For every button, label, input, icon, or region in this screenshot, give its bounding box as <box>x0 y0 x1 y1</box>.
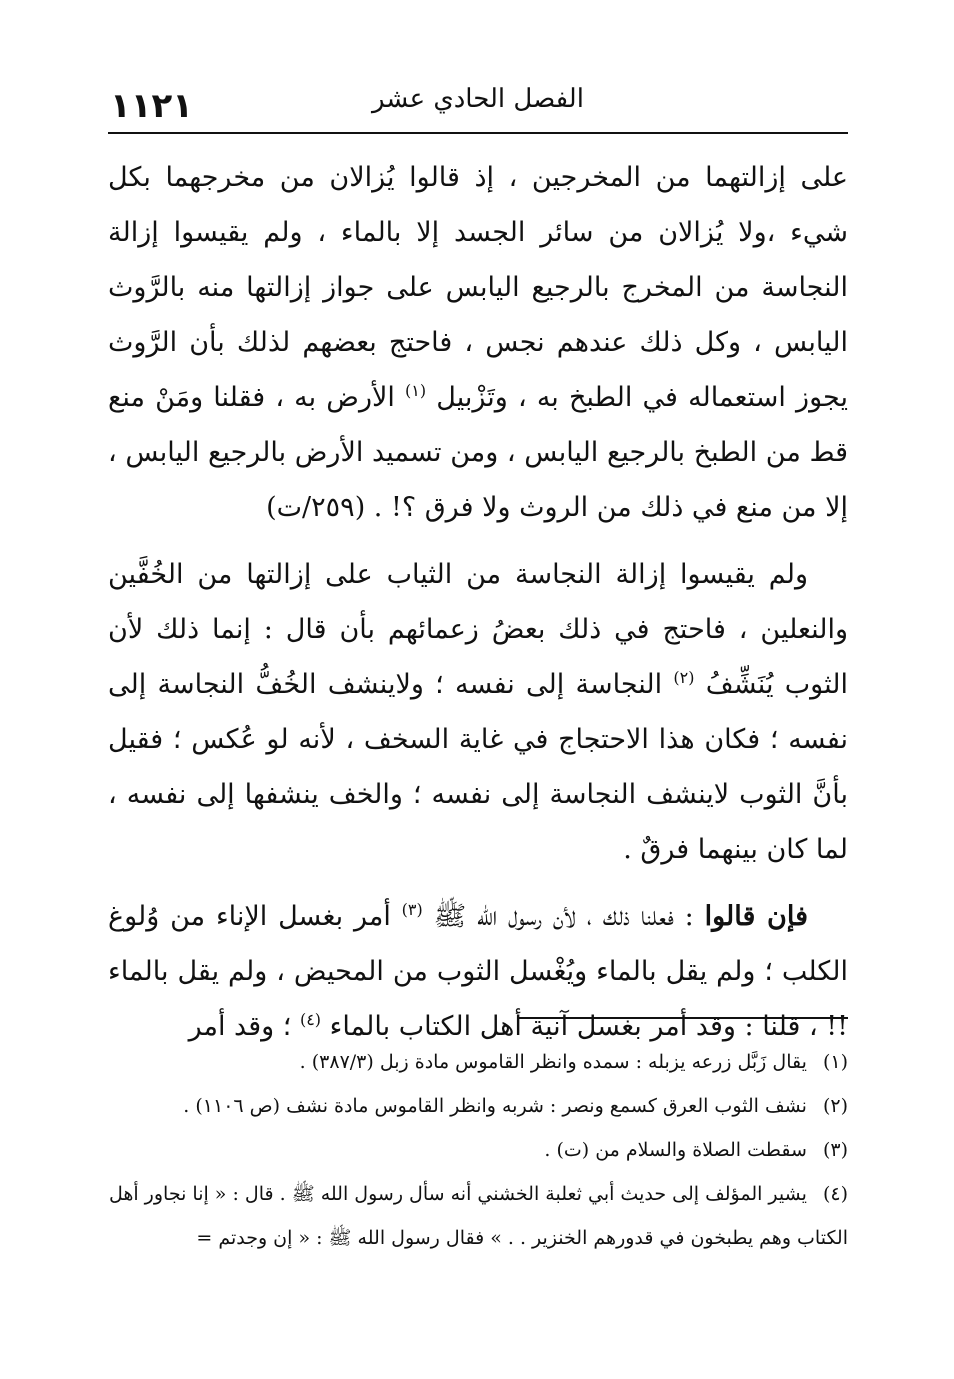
footnote-ref-1: (١) <box>405 381 427 400</box>
footnote-2 <box>108 1084 848 1128</box>
footnote-4-text: يشير المؤلف إلى حديث أبي ثعلبة الخشني أنه سأل رسول الله ﷺ . قال : « إنا نجاور أهل الكتاب وهم يطبخون في قدورهم الخنزير . . » فقال رسول الله ﷺ : « إن وجدتم = <box>108 1183 848 1249</box>
footnote-4-number: (٤) <box>822 1183 848 1205</box>
footnote-3-number: (٣) <box>822 1139 848 1161</box>
footnote-2-text: نشف الثوب العرق كسمع ونصر : شربه وانظر القاموس مادة نشف (ص ١١٠٦) . <box>183 1095 807 1117</box>
paragraph-3 <box>108 889 848 1054</box>
footnote-4 <box>108 1172 848 1260</box>
book-page <box>108 70 848 1290</box>
footnote-1-text: يقال زَبَّل زرعه يزبله : سمده وانظر القاموس مادة زبل (٣٨٧/٣) . <box>299 1051 807 1073</box>
paragraph-2 <box>108 547 848 877</box>
page-number: ١١٢١ <box>110 86 194 126</box>
footnote-rule <box>518 1017 848 1019</box>
footnote-3 <box>108 1128 848 1172</box>
footnote-1-number: (١) <box>822 1051 848 1073</box>
header-rule <box>108 132 848 134</box>
footnote-ref-2: (٢) <box>673 668 695 687</box>
paragraph-3-lead: فإن قالوا <box>704 901 808 932</box>
paragraph-2-text-a: ولم يقيسوا إزالة النجاسة من الثياب على إزالتها من الخُفَّين والنعلين ، فاحتج في ذلك بعضُ زعمائهم بأن قال : إنما ذلك لأن الثوب يُنَشِّفُ <box>108 559 848 700</box>
paragraph-3-text-c: ؛ وقد أمر <box>188 1011 292 1042</box>
paragraph-1-text-a: على إزالتهما من المخرجين ، إذ قالوا يُزالان من مخرجهما بكل شيء ،ولا يُزالان من سائر الجسد إلا بالماء ، ولم يقيسوا إزالة النجاسة من المخرج بالرجيع اليابس على جواز إزالتها منه بالرَّوث اليابس ، وكل ذلك عندهم نجس ، فاحتج بعضهم لذلك بأن الرَّوث يجوز استعماله في الطبخ به ، وتَزْبيل <box>108 162 848 413</box>
footnote-ref-4: (٤) <box>299 1010 322 1029</box>
footnote-ref-3: (٣) <box>401 900 423 919</box>
footnotes <box>108 1040 848 1260</box>
paragraph-3-text-a: : فعلنا ذلك ، لأن رسول الله ﷺ <box>433 901 694 932</box>
main-text <box>108 150 848 1054</box>
page-header <box>108 70 848 132</box>
footnote-2-number: (٢) <box>822 1095 848 1117</box>
footnote-3-text: سقطت الصلاة والسلام من (ت) . <box>544 1139 807 1161</box>
paragraph-3-text-b: أمر بغسل الإناء من وُلوغ الكلب ؛ ولم يقل بالماء ويُغْسل الثوب من المحيض ، ولم يقل بالماء !! ، قلنا : وقد أمر بغسل آنية أهل الكتاب بالماء <box>108 901 848 1042</box>
paragraph-2-text-b: النجاسة إلى نفسه ؛ ولاينشف الخُفُّ النجاسة إلى نفسه ؛ فكان هذا الاحتجاج في غاية السخف ، لأنه لو عُكس ؛ فقيل بأنَّ الثوب لاينشف النجاسة إلى نفسه ؛ والخف ينشفها إلى نفسه ، لما كان بينهما فرقٌ . <box>108 669 848 865</box>
chapter-title: الفصل الحادي عشر <box>372 84 584 114</box>
footnote-1 <box>108 1040 848 1084</box>
paragraph-1 <box>108 150 848 535</box>
paragraph-1-text-b: الأرض به ، فقلنا ومَنْ منع قط من الطبخ بالرجيع اليابس ، ومن تسميد الأرض بالرجيع اليابس ، إلا من منع في ذلك من الروث ولا فرق ؟! . (٢٥٩/ت) <box>108 382 848 523</box>
